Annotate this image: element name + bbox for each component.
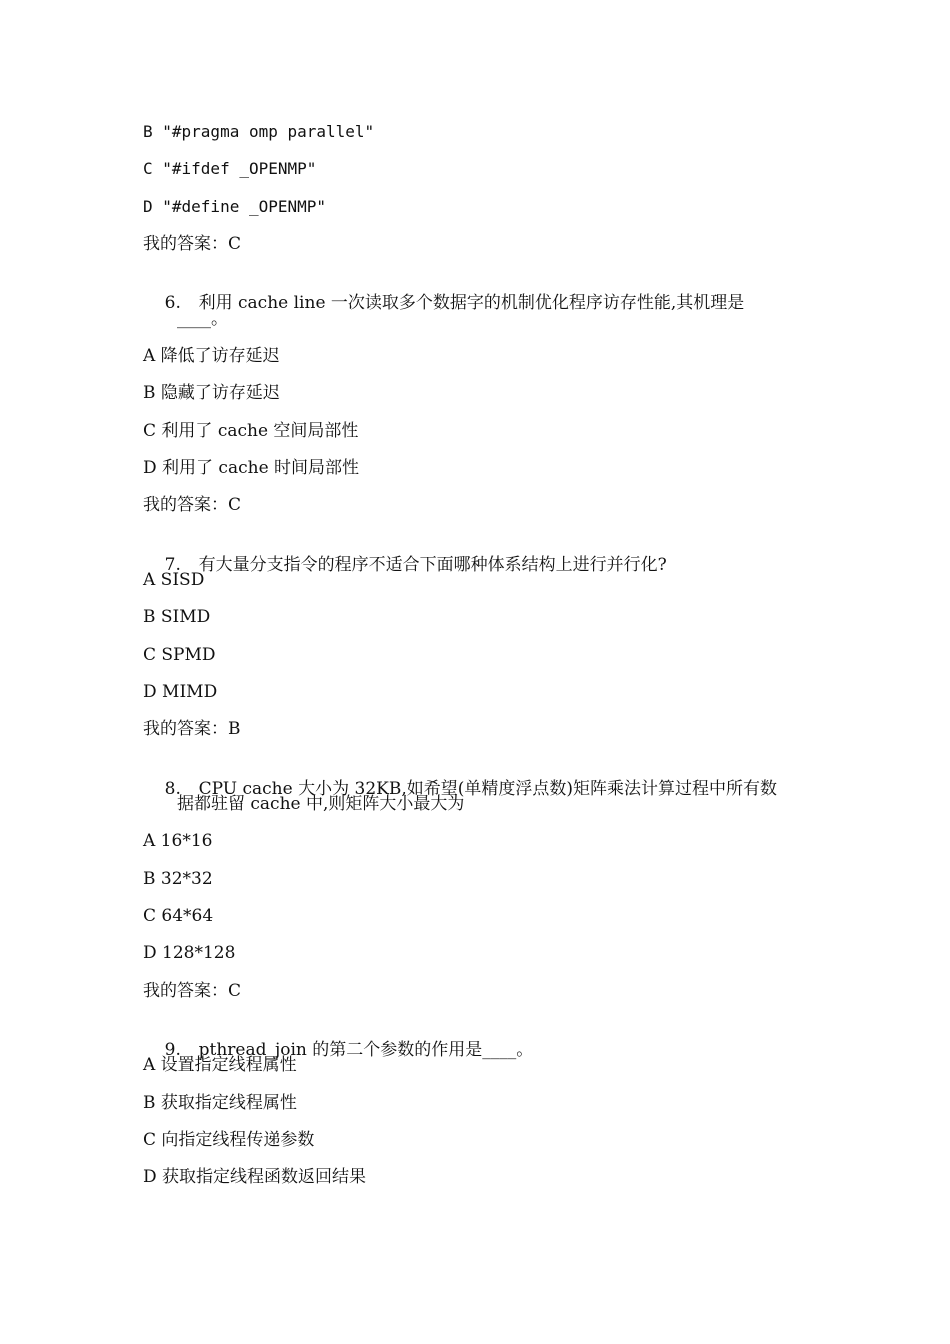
answer-q8: 我的答案：C (143, 981, 242, 1001)
question-8-option-a: A 16*16 (143, 831, 213, 851)
question-8-text: CPU cache 大小为 32KB,如希望(单精度浮点数)矩阵乘法计算过程中所有数 (198, 779, 777, 799)
question-7-option-b: B SIMD (143, 607, 211, 627)
question-6-continuation: ____。 (177, 309, 228, 329)
question-6-option-d: D 利用了 cache 时间局部性 (143, 458, 360, 478)
question-9 (143, 1017, 534, 1060)
question-8-option-b: B 32*32 (143, 869, 213, 889)
question-8-number: 8. (164, 779, 181, 799)
question-7-option-a: A SISD (143, 570, 205, 590)
answer-q7: 我的答案：B (143, 719, 241, 739)
question-8-continuation: 据都驻留 cache 中,则矩阵大小最大为 (177, 794, 465, 814)
answer-q5: 我的答案：C (143, 234, 242, 254)
question-6-option-c: C 利用了 cache 空间局部性 (143, 421, 359, 441)
question-7-text: 有大量分支指令的程序不适合下面哪种体系结构上进行并行化? (198, 555, 667, 575)
question-6 (143, 270, 745, 313)
question-9-option-c: C 向指定线程传递参数 (143, 1130, 315, 1150)
question-7-option-d: D MIMD (143, 682, 218, 702)
question-6-number: 6. (164, 293, 181, 313)
question-9-text: pthread_join 的第二个参数的作用是____。 (198, 1040, 534, 1060)
question-9-option-d: D 获取指定线程函数返回结果 (143, 1167, 367, 1187)
question-6-option-a: A 降低了访存延迟 (143, 346, 280, 366)
question-8-option-d: D 128*128 (143, 943, 236, 963)
question-9-option-a: A 设置指定线程属性 (143, 1055, 297, 1075)
question-7 (143, 532, 667, 575)
question-7-option-c: C SPMD (143, 645, 216, 665)
question-6-option-b: B 隐藏了访存延迟 (143, 383, 280, 403)
question-7-number: 7. (164, 555, 181, 575)
option-b-pragma: B "#pragma omp parallel" (143, 122, 375, 141)
question-9-option-b: B 获取指定线程属性 (143, 1093, 297, 1113)
answer-q6: 我的答案：C (143, 495, 242, 515)
question-8-option-c: C 64*64 (143, 906, 214, 926)
option-d-define: D "#define _OPENMP" (143, 197, 327, 216)
question-9-number: 9. (164, 1040, 181, 1060)
question-8 (143, 756, 777, 799)
question-6-text: 利用 cache line 一次读取多个数据字的机制优化程序访存性能,其机理是 (198, 293, 745, 313)
option-c-ifdef: C "#ifdef _OPENMP" (143, 159, 317, 178)
